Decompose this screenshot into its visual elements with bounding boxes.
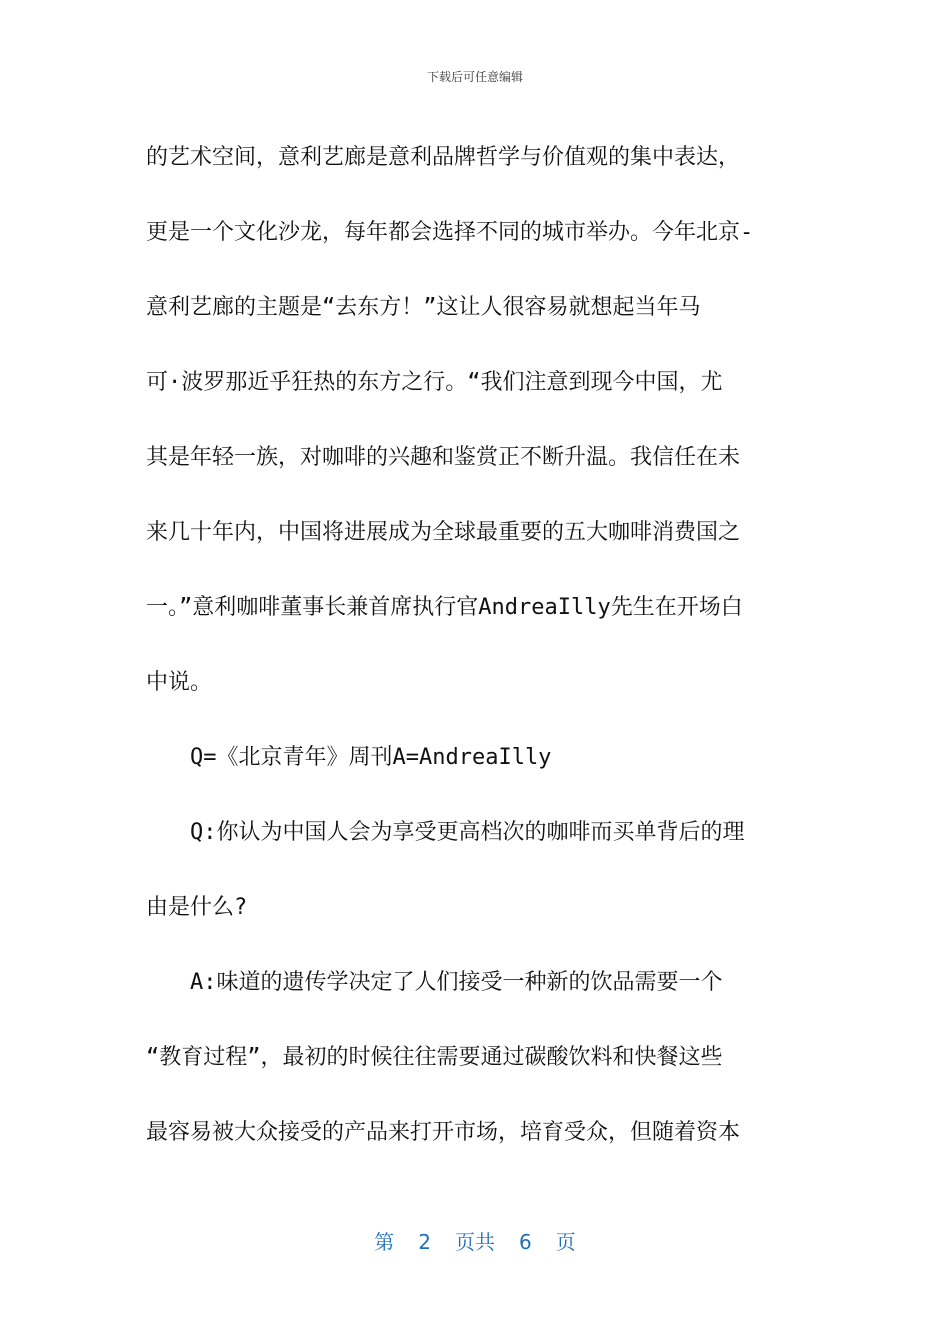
page-header: 下载后可任意编辑 — [426, 70, 523, 84]
page-footer — [0, 1226, 950, 1255]
footer-middle: 页共 — [455, 1230, 495, 1254]
question-line: Q:你认为中国人会为享受更高档次的咖啡而买单背后的理 — [190, 820, 745, 845]
paragraph-line: 更是一个文化沙龙，每年都会选择不同的城市举办。今年北京- — [146, 220, 754, 245]
paragraph-line: 中说。 — [146, 670, 213, 695]
paragraph-line: 意利艺廊的主题是“去东方！”这让人很容易就想起当年马 — [146, 295, 701, 320]
footer-total-pages: 6 — [519, 1230, 532, 1254]
paragraph-line: 可·波罗那近乎狂热的东方之行。“我们注意到现今中国，尤 — [146, 370, 723, 395]
paragraph-line: 的艺术空间，意利艺廊是意利品牌哲学与价值观的集中表达， — [146, 145, 741, 170]
footer-page-number: 2 — [418, 1230, 431, 1254]
answer-line: A:味道的遗传学决定了人们接受一种新的饮品需要一个 — [190, 970, 723, 995]
answer-line: “教育过程”，最初的时候往往需要通过碳酸饮料和快餐这些 — [146, 1045, 723, 1070]
footer-prefix: 第 — [374, 1230, 395, 1254]
answer-line: 最容易被大众接受的产品来打开市场，培育受众，但随着资本 — [146, 1120, 741, 1145]
paragraph-line: 其是年轻一族，对咖啡的兴趣和鉴赏正不断升温。我信任在未 — [146, 445, 741, 470]
footer-suffix: 页 — [555, 1230, 576, 1254]
question-line: 由是什么? — [146, 895, 248, 920]
paragraph-line: 一。”意利咖啡董事长兼首席执行官AndreaIlly先生在开场白 — [146, 595, 743, 620]
paragraph-line: 来几十年内，中国将进展成为全球最重要的五大咖啡消费国之 — [146, 520, 741, 545]
interview-credit-line: Q=《北京青年》周刊A=AndreaIlly — [190, 745, 552, 770]
body-text — [146, 120, 806, 1170]
